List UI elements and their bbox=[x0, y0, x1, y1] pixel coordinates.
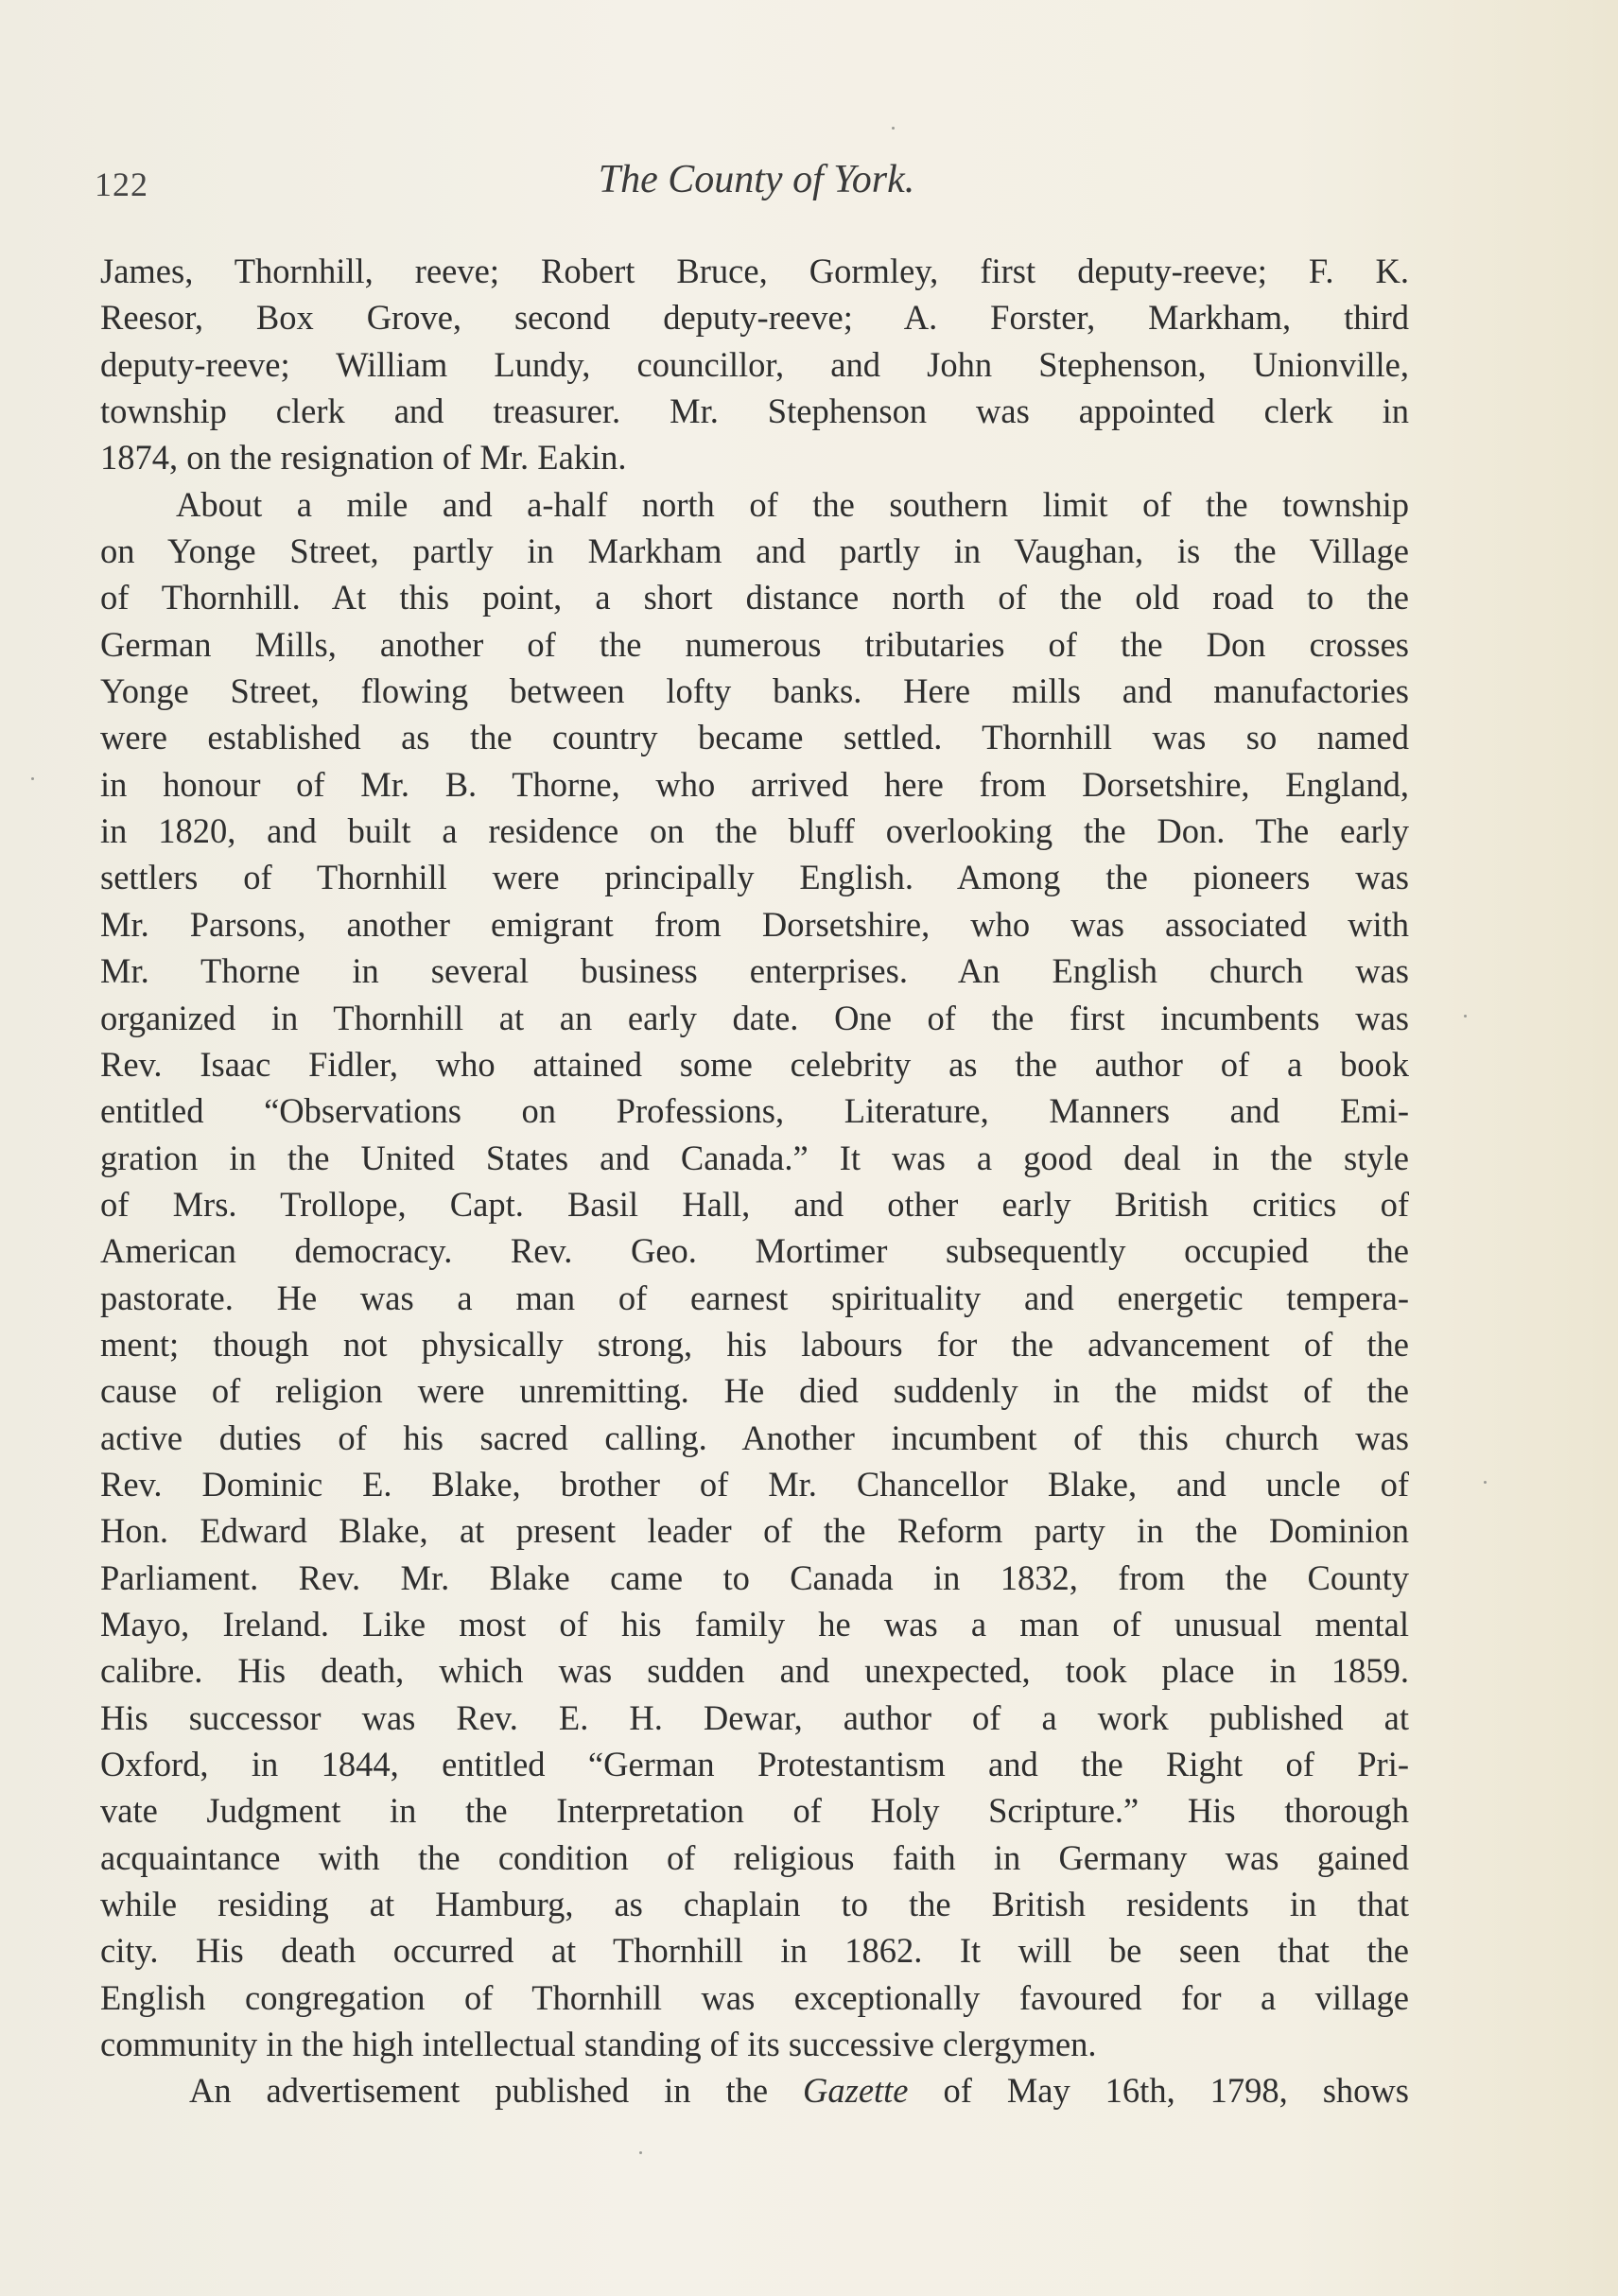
text-line: organized in Thornhill at an early date. One of the first incumbents was bbox=[100, 998, 1409, 1037]
text-line: Hon. Edward Blake, at present leader of the Reform party in the Dominion bbox=[100, 1511, 1409, 1551]
text-line: James, Thornhill, reeve; Robert Bruce, Gormley, first deputy-reeve; F. K. bbox=[100, 252, 1409, 290]
page-number: 122 bbox=[95, 165, 148, 203]
text-line-final bbox=[100, 2067, 1409, 2113]
text-line: while residing at Hamburg, as chaplain to the British residents in that bbox=[100, 1885, 1409, 1924]
text-line: pastorate. He was a man of earnest spirituality and energetic tempera- bbox=[100, 1278, 1409, 1317]
text-line: Reesor, Box Grove, second deputy-reeve; A. Forster, Markham, third bbox=[100, 298, 1409, 338]
text-line: ment; though not physically strong, his labours for the advancement of the bbox=[100, 1324, 1409, 1364]
text-line: About a mile and a-half north of the southern limit of the township bbox=[176, 484, 1409, 524]
text-line: Rev. Dominic E. Blake, brother of Mr. Chancellor Blake, and uncle of bbox=[100, 1464, 1409, 1504]
text-line: in honour of Mr. B. Thorne, who arrived here from Dorsetshire, England, bbox=[100, 764, 1409, 804]
final-line-before: An advertisement published in the bbox=[189, 2071, 804, 2111]
running-title: The County of York. bbox=[598, 158, 915, 201]
text-line: Mr. Parsons, another emigrant from Dorsetshire, who was associated with bbox=[100, 904, 1409, 944]
text-line: Rev. Isaac Fidler, who attained some celebrity as the author of a book bbox=[100, 1044, 1409, 1084]
paper-speck bbox=[1464, 1015, 1467, 1018]
text-line: Mr. Thorne in several business enterprises. An English church was bbox=[100, 951, 1409, 991]
running-head bbox=[95, 153, 1418, 210]
body-text bbox=[100, 248, 1409, 2114]
paper-speck bbox=[892, 127, 895, 130]
text-line: Parliament. Rev. Mr. Blake came to Canada in 1832, from the County bbox=[100, 1557, 1409, 1597]
text-line: entitled “Observations on Professions, Literature, Manners and Emi- bbox=[100, 1091, 1409, 1131]
gazette-title: Gazette bbox=[803, 2071, 909, 2111]
text-line: of Mrs. Trollope, Capt. Basil Hall, and other early British critics of bbox=[100, 1184, 1409, 1224]
text-line: cause of religion were unremitting. He died suddenly in the midst of the bbox=[100, 1371, 1409, 1411]
text-line: of Thornhill. At this point, a short distance north of the old road to the bbox=[100, 578, 1409, 617]
text-line: 1874, on the resignation of Mr. Eakin. bbox=[100, 438, 627, 478]
text-line: American democracy. Rev. Geo. Mortimer subsequently occupied the bbox=[100, 1231, 1409, 1271]
text-line: community in the high intellectual standing of its successive clergymen. bbox=[100, 2025, 1097, 2064]
text-line: vate Judgment in the Interpretation of Holy Scripture.” His thorough bbox=[100, 1791, 1409, 1831]
text-line: city. His death occurred at Thornhill in 1862. It will be seen that the bbox=[100, 1931, 1409, 1971]
text-line: calibre. His death, which was sudden and unexpected, took place in 1859. bbox=[100, 1651, 1409, 1691]
text-line: English congregation of Thornhill was exceptionally favoured for a village bbox=[100, 1977, 1409, 2017]
text-line: gration in the United States and Canada.” It was a good deal in the style bbox=[100, 1138, 1409, 1177]
text-line: Oxford, in 1844, entitled “German Protestantism and the Right of Pri- bbox=[100, 1745, 1409, 1783]
text-line: acquaintance with the condition of religious faith in Germany was gained bbox=[100, 1837, 1409, 1877]
text-line: active duties of his sacred calling. Another incumbent of this church was bbox=[100, 1418, 1409, 1457]
text-line: were established as the country became settled. Thornhill was so named bbox=[100, 718, 1409, 757]
text-line: settlers of Thornhill were principally English. Among the pioneers was bbox=[100, 858, 1409, 897]
text-line: in 1820, and built a residence on the bluff overlooking the Don. The early bbox=[100, 811, 1409, 851]
text-line: on Yonge Street, partly in Markham and partly in Vaughan, is the Village bbox=[100, 531, 1409, 571]
final-line-after: of May 16th, 1798, shows bbox=[908, 2071, 1409, 2111]
paper-speck bbox=[639, 2151, 642, 2154]
paper-speck bbox=[1484, 1481, 1487, 1484]
text-line: Yonge Street, flowing between lofty banks. Here mills and manufactories bbox=[100, 671, 1409, 711]
text-line: His successor was Rev. E. H. Dewar, author of a work published at bbox=[100, 1697, 1409, 1737]
text-line: Mayo, Ireland. Like most of his family he was a man of unusual mental bbox=[100, 1604, 1409, 1644]
text-line: township clerk and treasurer. Mr. Stephenson was appointed clerk in bbox=[100, 391, 1409, 431]
text-line: deputy-reeve; William Lundy, councillor, and John Stephenson, Unionville, bbox=[100, 344, 1409, 384]
text-line: German Mills, another of the numerous tributaries of the Don crosses bbox=[100, 624, 1409, 664]
paper-speck bbox=[31, 777, 34, 780]
